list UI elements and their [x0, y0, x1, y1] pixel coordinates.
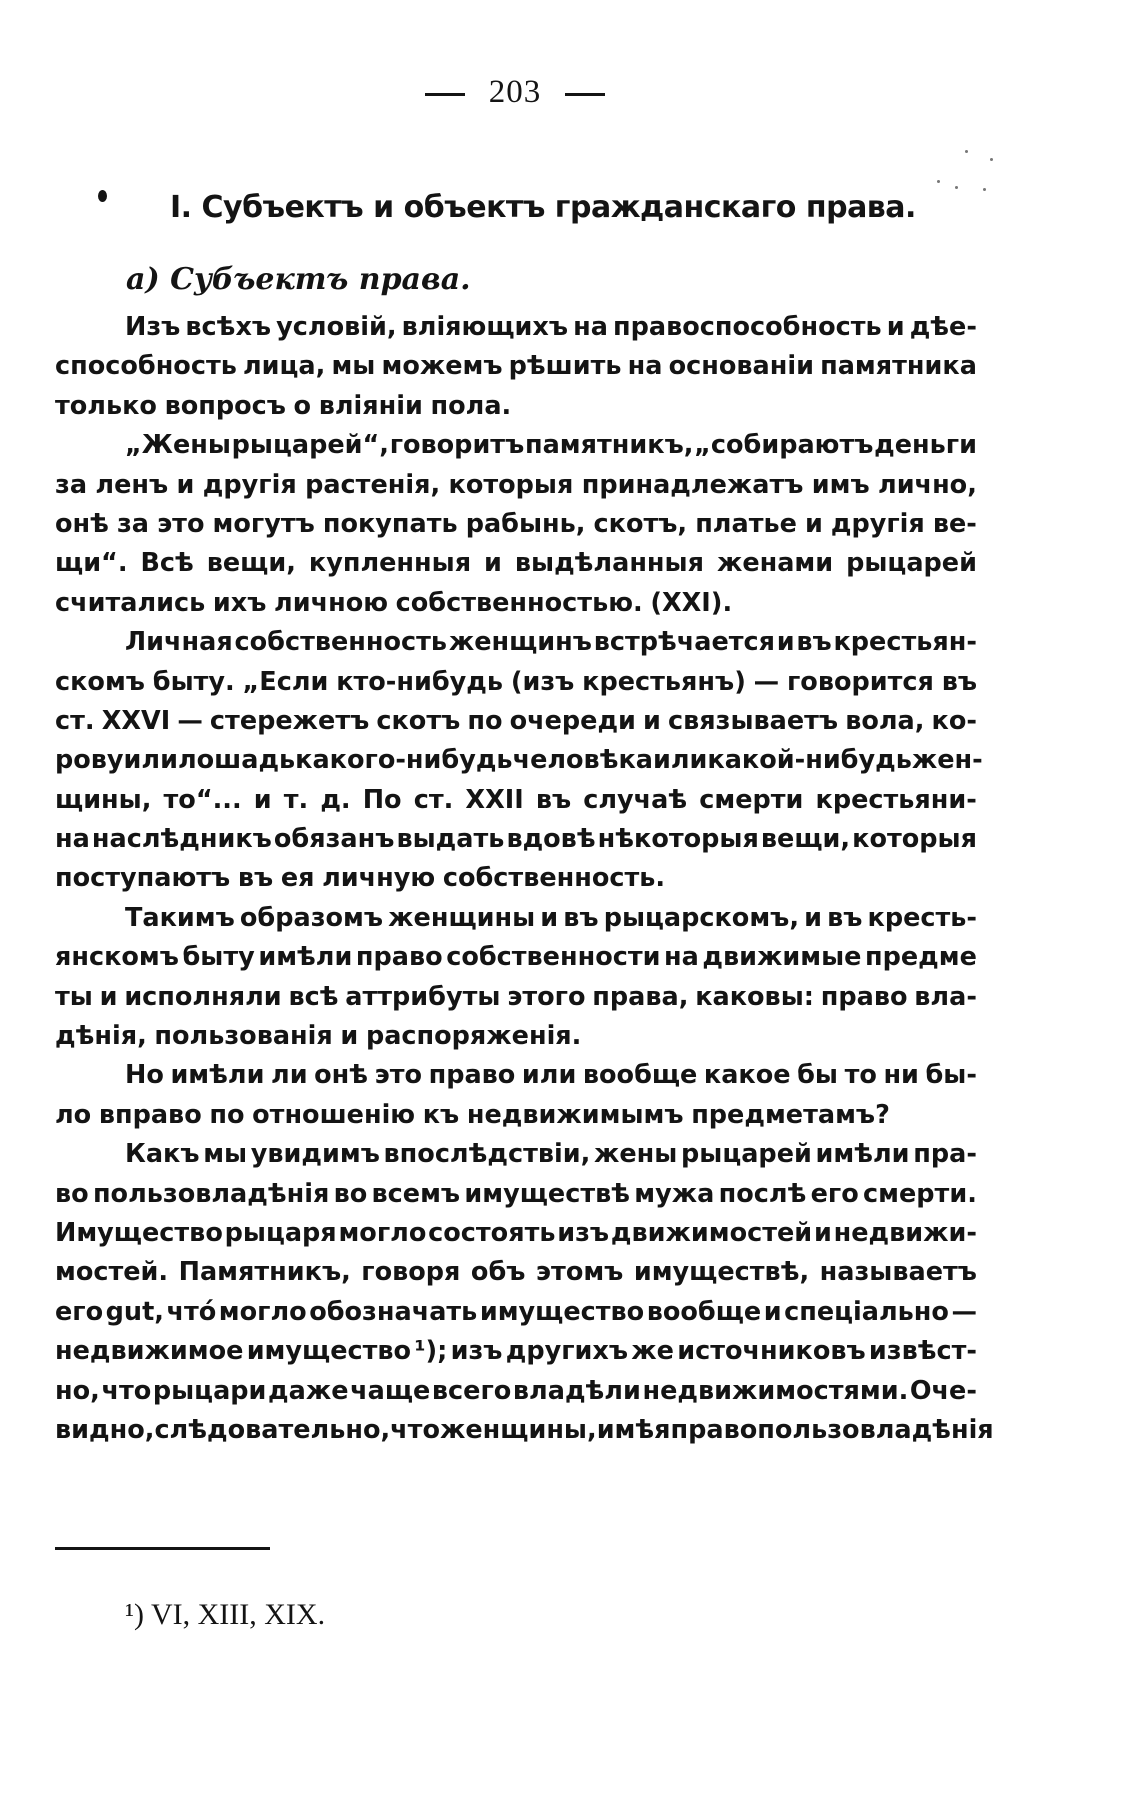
- text-line: дѣнія, пользованія и распоряженія.: [55, 1021, 582, 1052]
- footnote-marker: ¹): [125, 1598, 144, 1631]
- text-line: за ленъ и другія растенія, которыя принадлежатъ имъ лично,: [55, 469, 977, 500]
- body-text: [55, 308, 994, 1450]
- sub-heading: а) Субъектъ права.: [126, 262, 471, 297]
- page-number-header: [0, 74, 1030, 111]
- text-line: онѣ за это могутъ покупать рабынь, скотъ, платье и другія ве-: [55, 508, 977, 539]
- dash-right: [565, 93, 605, 96]
- text-line: Личная собственность женщинъ встрѣчается и въ крестьян-: [125, 627, 977, 658]
- text-line: янскомъ быту имѣли право собственности на движимые предме: [55, 942, 977, 973]
- footnote: [125, 1598, 325, 1632]
- section-title: I. Субъектъ и объектъ гражданскаго права.: [170, 190, 916, 225]
- text-line: видно, слѣдовательно, что женщины, имѣя право пользовладѣнія: [55, 1414, 994, 1445]
- text-line: щины, то“... и т. д. По ст. XXII въ случаѣ смерти крестьяни-: [55, 784, 977, 815]
- dash-left: [425, 93, 465, 96]
- text-line: щи“. Всѣ вещи, купленныя и выдѣланныя женами рыцарей: [55, 548, 977, 579]
- text-line: способность лица, мы можемъ рѣшить на основаніи памятника: [55, 351, 977, 382]
- text-line: его gut, чтó могло обозначать имущество вообще и спеціально —: [55, 1296, 977, 1327]
- paper-specks: [935, 150, 995, 200]
- page-number: 203: [488, 74, 542, 110]
- text-line: Такимъ образомъ женщины и въ рыцарскомъ, и въ кресть-: [125, 902, 977, 933]
- text-line: поступаютъ въ ея личную собственность.: [55, 863, 666, 894]
- text-line: Но имѣли ли онѣ это право или вообще какое бы то ни бы-: [125, 1060, 977, 1091]
- text-line: ты и исполняли всѣ аттрибуты этого права, каковы: право вла-: [55, 981, 977, 1012]
- text-line: Изъ всѣхъ условій, вліяющихъ на правоспособность и дѣе-: [125, 312, 977, 342]
- text-line: на наслѣдникъ обязанъ выдать вдовѣ нѣкоторыя вещи, которыя: [55, 824, 977, 855]
- footnote-rule: [55, 1547, 270, 1550]
- text-line: „Жены рыцарей“, говоритъ памятникъ, „собираютъ деньги: [125, 430, 977, 461]
- text-line: рову или лошадь какого-нибудь человѣка или какой-нибудь жен-: [55, 745, 983, 776]
- ink-blot: [98, 190, 107, 202]
- text-line: Имущество рыцаря могло состоять изъ движимостей и недвижи-: [55, 1217, 977, 1248]
- text-line: недвижимое имущество ¹); изъ другихъ же источниковъ извѣст-: [55, 1336, 977, 1367]
- text-line: Какъ мы увидимъ впослѣдствіи, жены рыцарей имѣли пра-: [125, 1139, 977, 1170]
- text-line: ло вправо по отношенію къ недвижимымъ предметамъ?: [55, 1099, 890, 1130]
- text-line: мостей. Памятникъ, говоря объ этомъ имуществѣ, называетъ: [55, 1257, 977, 1288]
- text-line: считались ихъ личною собственностью. (XXI).: [55, 587, 733, 618]
- footnote-text: VI, XIII, XIX.: [150, 1598, 326, 1631]
- text-line: скомъ быту. „Если кто-нибудь (изъ крестьянъ) — говорится въ: [55, 666, 977, 697]
- text-line: во пользовладѣнія во всемъ имуществѣ мужа послѣ его смерти.: [55, 1178, 977, 1209]
- text-line: ст. XXVI — стережетъ скотъ по очереди и связываетъ вола, ко-: [55, 705, 977, 736]
- text-line: но, что рыцари даже чаще всего владѣли недвижимостями. Оче-: [55, 1375, 977, 1406]
- text-line: только вопросъ о вліяніи пола.: [55, 390, 512, 421]
